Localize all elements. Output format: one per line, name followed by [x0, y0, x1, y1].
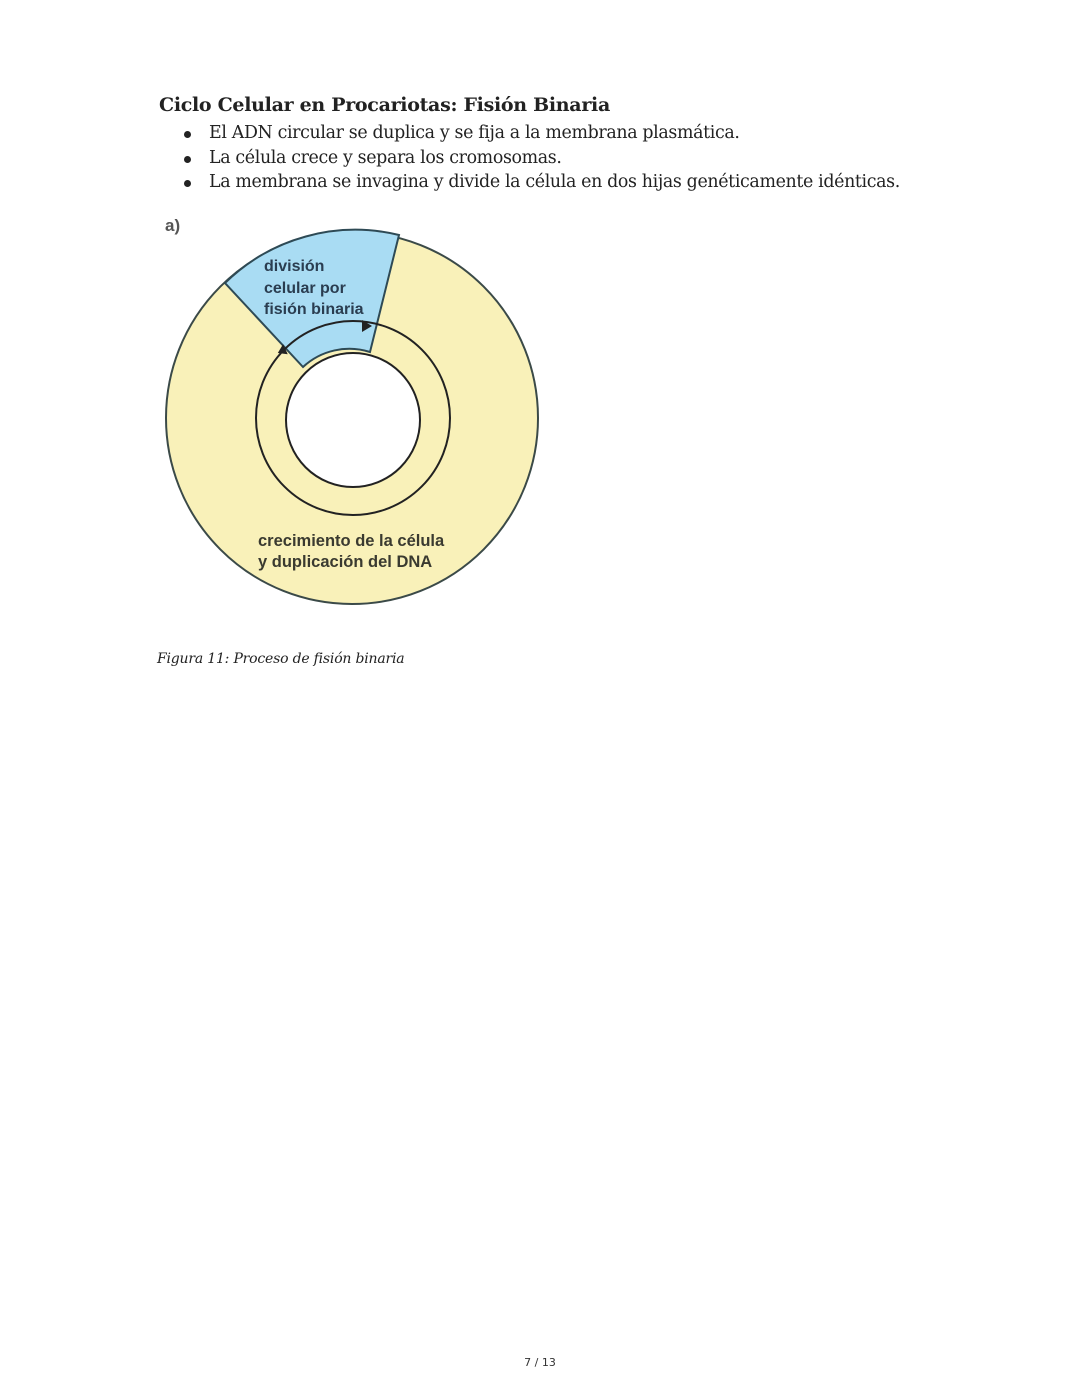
growth-label-line: y duplicación del DNA: [258, 553, 433, 571]
division-label-line: celular por: [264, 280, 346, 297]
cell-center: [286, 353, 420, 487]
growth-label-line: crecimiento de la célula: [258, 532, 445, 550]
division-label-line: división: [264, 258, 325, 275]
bullet-item: [182, 146, 900, 171]
panel-label: a): [165, 216, 181, 235]
bullet-icon: [184, 131, 191, 138]
bullet-text: El ADN circular se duplica y se fija a la membrana plasmática.: [209, 123, 740, 143]
bullet-text: La célula crece y separa los cromosomas.: [209, 147, 562, 168]
bullet-list: [182, 121, 900, 195]
binary-fission-diagram: [155, 205, 555, 615]
figure-caption: Figura 11: Proceso de fisión binaria: [157, 651, 405, 667]
bullet-item: [182, 170, 900, 195]
section-heading: Ciclo Celular en Procariotas: Fisión Binaria: [159, 94, 610, 116]
bullet-text: La membrana se invagina y divide la célula en dos hijas genéticamente idénticas.: [209, 172, 900, 192]
bullet-item: [182, 121, 900, 146]
bullet-icon: [184, 180, 191, 187]
page-number: 7 / 13: [524, 1356, 556, 1369]
bullet-icon: [184, 156, 191, 163]
division-label-line: fisión binaria: [264, 301, 364, 318]
